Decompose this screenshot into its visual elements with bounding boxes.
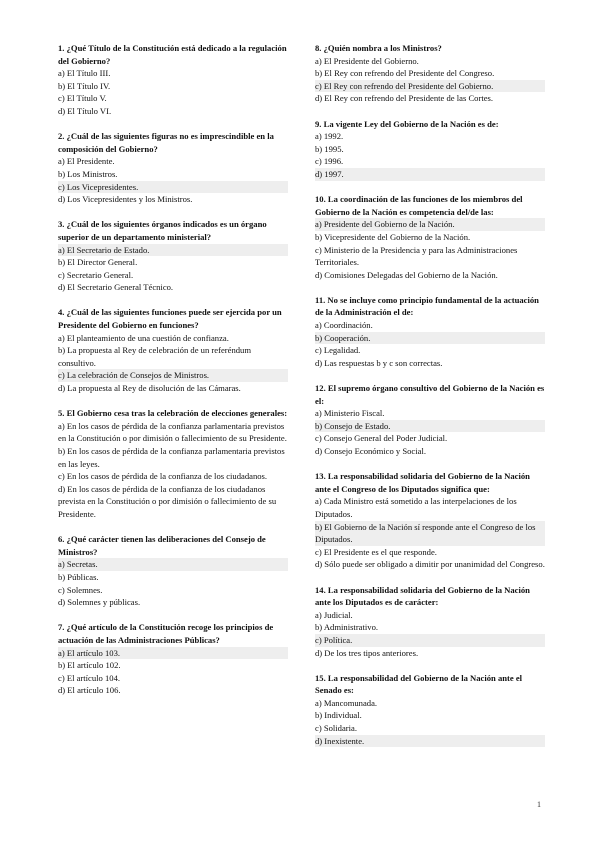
option-b: b) La propuesta al Rey de celebración de un referéndum consultivo. <box>58 345 252 368</box>
option-d: d) Los Vicepresidentes y los Ministros. <box>58 194 193 205</box>
question-7 <box>58 621 288 697</box>
question-5 <box>58 407 288 520</box>
option-c: c) El artículo 104. <box>58 672 121 683</box>
option-c: c) Política. <box>315 634 545 647</box>
option-a: a) Ministerio Fiscal. <box>315 408 385 419</box>
option-b: b) El Gobierno de la Nación sí responde ante el Congreso de los Diputados. <box>315 521 545 546</box>
option-b: b) Administrativo. <box>315 622 379 633</box>
option-d: d) Inexistente. <box>315 735 545 748</box>
left-column <box>58 42 288 709</box>
option-b: b) Individual. <box>315 710 362 721</box>
question-9 <box>315 118 545 181</box>
option-c: c) El Rey con refrendo del Presidente del Gobierno. <box>315 80 545 93</box>
question-11 <box>315 294 545 370</box>
question-title: 5. El Gobierno cesa tras la celebración de elecciones generales: <box>58 408 288 419</box>
option-b: b) Públicas. <box>58 571 99 582</box>
question-4 <box>58 306 288 394</box>
option-b: b) Consejo de Estado. <box>315 420 545 433</box>
option-d: d) De los tres tipos anteriores. <box>315 647 419 658</box>
option-a: a) El planteamiento de una cuestión de confianza. <box>58 332 229 343</box>
option-b: b) El Rey con refrendo del Presidente del Congreso. <box>315 68 495 79</box>
question-title: 10. La coordinación de las funciones de los miembros del Gobierno de la Nación es competencia del/de las: <box>315 194 523 217</box>
option-a: a) Coordinación. <box>315 320 373 331</box>
option-c: c) Secretario General. <box>58 269 134 280</box>
option-c: c) El Título V. <box>58 93 107 104</box>
option-b: b) El Título IV. <box>58 80 111 91</box>
option-b: b) El artículo 102. <box>58 660 121 671</box>
question-15 <box>315 672 545 748</box>
option-a: a) Secretas. <box>58 558 288 571</box>
option-c: c) El Presidente es el que responde. <box>315 546 437 557</box>
question-title: 7. ¿Qué artículo de la Constitución recoge los principios de actuación de las Administraciones Públicas? <box>58 622 274 645</box>
option-b: b) Vicepresidente del Gobierno de la Nación. <box>315 231 471 242</box>
option-d: d) Las respuestas b y c son correctas. <box>315 357 443 368</box>
option-c: c) 1996. <box>315 156 344 167</box>
question-10 <box>315 193 545 281</box>
option-a: a) 1992. <box>315 131 344 142</box>
question-1 <box>58 42 288 118</box>
question-title: 9. La vigente Ley del Gobierno de la Nación es de: <box>315 118 499 129</box>
question-title: 11. No se incluye como principio fundamental de la actuación de la Administración el de: <box>315 294 539 318</box>
option-c: c) Los Vicepresidentes. <box>58 181 288 194</box>
option-a: a) Mancomunada. <box>315 697 378 708</box>
option-a: a) El Secretario de Estado. <box>58 244 288 257</box>
option-d: d) El Rey con refrendo del Presidente de las Cortes. <box>315 93 494 104</box>
option-c: c) Solidaria. <box>315 723 357 734</box>
option-d: d) Sólo puede ser obligado a dimitir por unanimidad del Congreso. <box>315 559 545 570</box>
question-title: 14. La responsabilidad solidaria del Gobierno de la Nación ante los Diputados es de carácter: <box>315 584 530 608</box>
question-title: 8. ¿Quién nombra a los Ministros? <box>315 43 442 53</box>
option-c: c) Legalidad. <box>315 345 361 356</box>
option-a: a) Presidente del Gobierno de la Nación. <box>315 218 545 231</box>
option-a: a) El Presidente del Gobierno. <box>315 55 419 66</box>
option-d: d) El artículo 106. <box>58 685 121 696</box>
option-a: a) Cada Ministro está sometido a las interpelaciones de los Diputados. <box>315 496 517 519</box>
question-2 <box>58 130 288 206</box>
question-title: 3. ¿Cuál de los siguientes órganos indicados es un órgano superior de un departamento ministerial? <box>58 219 267 242</box>
option-d: d) La propuesta al Rey de disolución de las Cámaras. <box>58 383 241 394</box>
option-a: a) En los casos de pérdida de la confianza parlamentaria previstos en la Constitución o por dimisión o fallecimiento de su Presidente. <box>58 420 287 444</box>
option-d: d) El Secretario General Técnico. <box>58 282 174 293</box>
option-c: c) Ministerio de la Presidencia y para las Administraciones Territoriales. <box>315 244 518 268</box>
option-c: c) En los casos de pérdida de la confianza de los ciudadanos. <box>58 471 268 482</box>
option-c: c) La celebración de Consejos de Ministros. <box>58 369 288 382</box>
option-b: b) En los casos de pérdida de la confianza parlamentaria previstos en las leyes. <box>58 446 285 469</box>
option-b: b) El Director General. <box>58 257 138 268</box>
option-d: d) 1997. <box>315 168 545 181</box>
option-d: d) Solemnes y públicas. <box>58 597 141 608</box>
question-3 <box>58 218 288 294</box>
option-a: a) El artículo 103. <box>58 647 288 660</box>
question-14 <box>315 584 545 660</box>
question-12 <box>315 382 545 458</box>
question-6 <box>58 533 288 609</box>
option-d: d) En los casos de pérdida de la confianza de los ciudadanos prevista en la Constitución o por dimisión o fallecimiento de su Presidente. <box>58 483 277 519</box>
question-title: 12. El supremo órgano consultivo del Gobierno de la Nación es el: <box>315 383 545 406</box>
option-d: d) El Título VI. <box>58 105 112 116</box>
page-number: 1 <box>537 800 541 809</box>
option-c: c) Consejo General del Poder Judicial. <box>315 433 448 444</box>
question-title: 2. ¿Cuál de las siguientes figuras no es imprescindible en la composición del Gobierno? <box>58 131 274 154</box>
option-b: b) Cooperación. <box>315 332 545 345</box>
option-a: a) Judicial. <box>315 609 353 620</box>
question-title: 13. La responsabilidad solidaria del Gobierno de la Nación ante el Congreso de los Diputados significa que: <box>315 471 530 494</box>
option-d: d) Comisiones Delegadas del Gobierno de la Nación. <box>315 269 498 280</box>
right-column <box>315 42 545 760</box>
option-a: a) El Título III. <box>58 68 111 79</box>
question-title: 1. ¿Qué Título de la Constitución está dedicado a la regulación del Gobierno? <box>58 43 287 66</box>
question-8 <box>315 42 545 105</box>
option-b: b) Los Ministros. <box>58 168 118 179</box>
question-title: 15. La responsabilidad del Gobierno de la Nación ante el Senado es: <box>315 672 523 696</box>
option-a: a) El Presidente. <box>58 156 115 167</box>
option-c: c) Solemnes. <box>58 584 103 595</box>
option-b: b) 1995. <box>315 143 344 154</box>
option-d: d) Consejo Económico y Social. <box>315 446 426 456</box>
question-13 <box>315 470 545 571</box>
question-title: 6. ¿Qué carácter tienen las deliberaciones del Consejo de Ministros? <box>58 534 266 557</box>
question-title: 4. ¿Cuál de las siguientes funciones puede ser ejercida por un Presidente del Gobierno en funciones? <box>58 307 282 331</box>
